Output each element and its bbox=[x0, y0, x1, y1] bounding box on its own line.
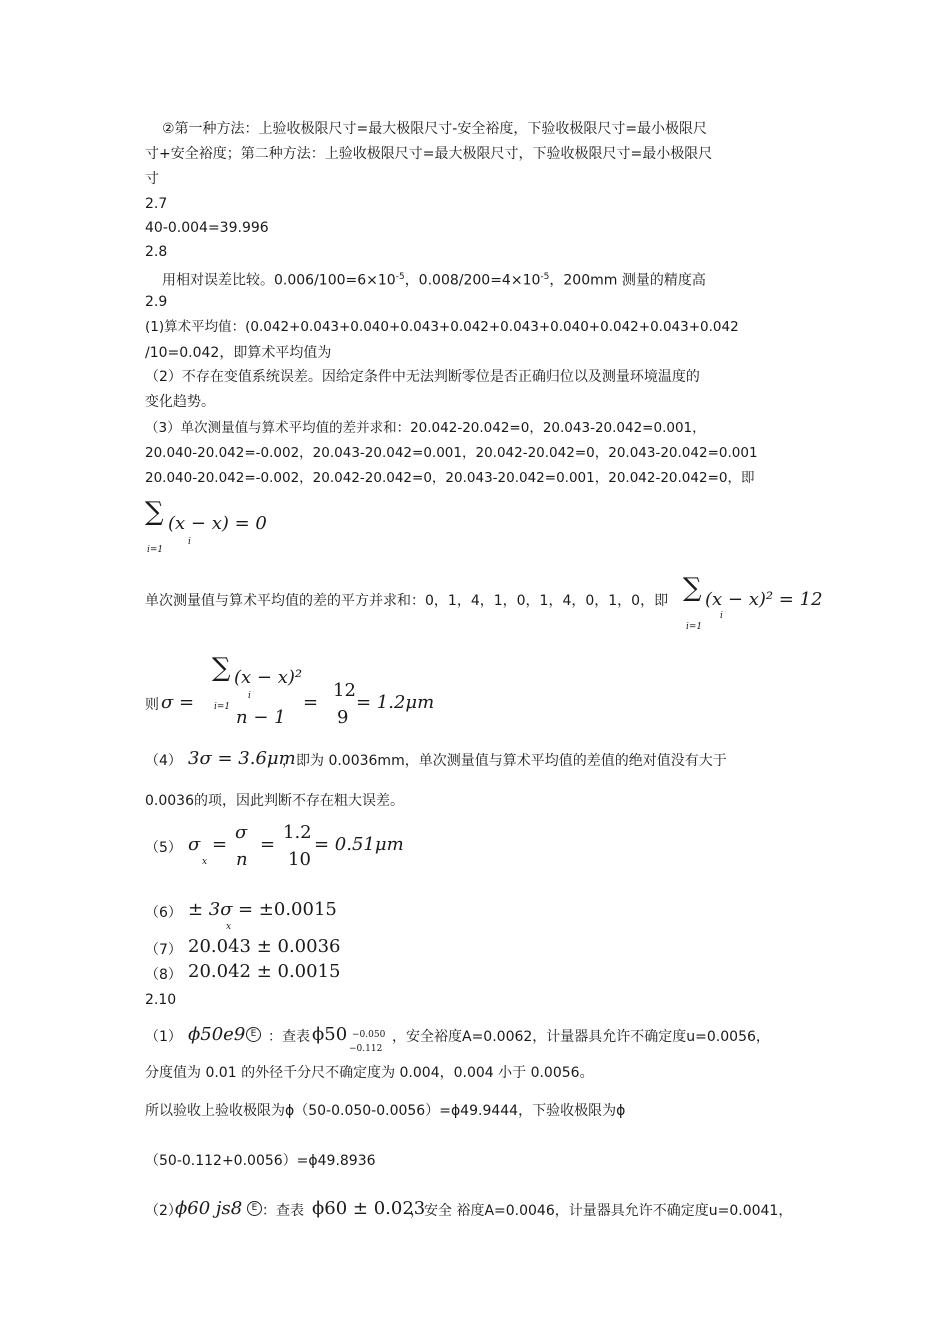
sigma-denominator: n − 1 bbox=[236, 707, 286, 728]
text-line: ②第一种方法：上验收极限尺寸=最大极限尺寸-安全裕度，下验收极限尺寸=最小极限尺 bbox=[162, 121, 708, 137]
item-label: （2） bbox=[145, 1203, 182, 1219]
sigma-lhs: σ = bbox=[161, 692, 195, 713]
result-7: 20.043 ± 0.0036 bbox=[188, 936, 341, 957]
text-line: （2）不存在变值系统误差。因给定条件中无法判断零位是否正确归位以及测量环境温度的 bbox=[145, 369, 700, 385]
text-line: 20.040-20.042=-0.002，20.043-20.042=0.001，20.042-20.042=0，20.043-20.042=0.001 bbox=[145, 445, 758, 461]
text-span: 用相对误差比较。0.006/100=6×10 bbox=[162, 272, 396, 289]
sigma-result: = 1.2μm bbox=[356, 692, 435, 713]
fraction-denominator: 10 bbox=[288, 849, 311, 870]
envelope-requirement-icon bbox=[247, 1196, 262, 1216]
text-line: 20.040-20.042=-0.002，20.042-20.042=0，20.043-20.042=0.001，20.042-20.042=0，即 bbox=[145, 470, 755, 486]
fit-designation: ϕ60 js8 bbox=[175, 1198, 243, 1219]
text-line: （50-0.112+0.0056）=ϕ49.8936 bbox=[145, 1153, 376, 1169]
text-span: /10=0.042，即算术平均值为 bbox=[145, 345, 332, 361]
fraction-numerator: 12 bbox=[333, 680, 356, 701]
text-line: 寸 bbox=[145, 171, 159, 187]
sigma-x-result: = 0.51μm bbox=[314, 834, 404, 855]
sum-squares-formula: (x − x)² = 12 bbox=[705, 589, 823, 610]
equals: = bbox=[260, 834, 276, 855]
item-label: （8） bbox=[145, 967, 182, 983]
three-sigma: 3σ = 3.6μm bbox=[188, 748, 296, 769]
text-line: 单次测量值与算术平均值的差的平方并求和：0，1，4，1，0，1，4，0，1，0，即 bbox=[145, 593, 669, 609]
tolerance-base: ϕ60 ± 0.023 bbox=[312, 1198, 426, 1219]
text-line: 变化趋势。 bbox=[145, 394, 215, 410]
fraction-numerator: 1.2 bbox=[283, 822, 312, 843]
index-i: i bbox=[720, 611, 723, 621]
fraction-denominator: n bbox=[236, 849, 248, 870]
item-label: （6） bbox=[145, 905, 182, 921]
equals: = bbox=[212, 834, 228, 855]
sigma-x: σ bbox=[188, 834, 201, 855]
section-heading: 2.8 bbox=[145, 244, 168, 260]
text-line: （3）单次测量值与算术平均值的差并求和：20.042-20.042=0，20.043-20.042=0.001， bbox=[145, 420, 706, 436]
text-line: (1)算术平均值：(0.042+0.043+0.040+0.043+0.042+0.043+0.040+0.042+0.043+0.042 bbox=[145, 319, 739, 335]
index-i: i bbox=[248, 691, 251, 701]
text-span: ，即为 0.0036mm，单次测量值与算术平均值的差值的绝对值没有大于 bbox=[282, 753, 727, 769]
text-line: 寸+安全裕度；第二种方法：上验收极限尺寸=最大极限尺寸，下验收极限尺寸=最小极限尺 bbox=[145, 146, 713, 162]
sigma-symbol: ∑ bbox=[683, 573, 702, 603]
subscript-x: x bbox=[202, 857, 208, 867]
text-span: ，安全裕度A=0.0062，计量器具允许不确定度u=0.0056， bbox=[392, 1029, 770, 1045]
text-span: 则 bbox=[145, 697, 159, 713]
sum-lower-limit: i=1 bbox=[686, 622, 703, 632]
text-span: ：查表 bbox=[262, 1203, 304, 1219]
limit-result: = ±0.0015 bbox=[238, 899, 337, 920]
sum-formula: (x − x) = 0 bbox=[168, 513, 267, 534]
text-line: 0.0036的项，因此判断不存在粗大误差。 bbox=[145, 793, 404, 809]
text-line bbox=[162, 267, 706, 291]
index-i: i bbox=[188, 537, 191, 547]
envelope-requirement-icon bbox=[246, 1022, 261, 1042]
text-span: ：查表 bbox=[268, 1029, 310, 1045]
section-heading: 2.7 bbox=[145, 196, 168, 212]
text-line: 40-0.004=39.996 bbox=[145, 220, 269, 236]
exponent: -5 bbox=[395, 272, 405, 282]
sigma-symbol: ∑ bbox=[212, 653, 231, 683]
circled-e: E bbox=[247, 1201, 262, 1216]
item-label: （4） bbox=[145, 753, 182, 769]
sum-lower-limit: i=1 bbox=[214, 702, 231, 712]
fit-designation: ϕ50e9 bbox=[188, 1024, 246, 1045]
text-line: 分度值为 0.01 的外径千分尺不确定度为 0.004，0.004 小于 0.0056。 bbox=[145, 1065, 594, 1081]
sigma-numerator: (x − x)² bbox=[234, 667, 303, 688]
equals: = bbox=[303, 692, 319, 713]
exponent: -5 bbox=[540, 272, 550, 282]
item-label: （5） bbox=[145, 840, 182, 856]
plus-minus-3sigma: ± 3σ bbox=[188, 899, 233, 920]
item-label: （7） bbox=[145, 942, 182, 958]
sigma-symbol: ∑ bbox=[145, 497, 164, 527]
text-span: ，200mm 测量的精度高 bbox=[549, 272, 706, 289]
subscript-x: x bbox=[226, 922, 232, 932]
text-span: ，0.008/200=4×10 bbox=[404, 272, 541, 289]
text-line: 所以验收上验收极限为ϕ（50-0.050-0.0056）=ϕ49.9444，下验收极限为ϕ bbox=[145, 1103, 626, 1119]
upper-deviation: −0.050 bbox=[352, 1030, 386, 1040]
fraction-numerator: σ bbox=[235, 822, 248, 843]
text-line bbox=[145, 342, 331, 363]
circled-e: E bbox=[246, 1027, 261, 1042]
tolerance-base: ϕ50 bbox=[312, 1024, 348, 1045]
text-span: ，安全 裕度A=0.0046，计量器具允许不确定度u=0.0041， bbox=[410, 1203, 793, 1219]
fraction-denominator: 9 bbox=[337, 707, 349, 728]
result-8: 20.042 ± 0.0015 bbox=[188, 961, 341, 982]
section-heading: 2.10 bbox=[145, 992, 177, 1008]
sum-lower-limit: i=1 bbox=[147, 545, 164, 555]
item-label: （1） bbox=[145, 1029, 182, 1045]
lower-deviation: −0.112 bbox=[349, 1044, 383, 1054]
section-heading: 2.9 bbox=[145, 294, 168, 310]
